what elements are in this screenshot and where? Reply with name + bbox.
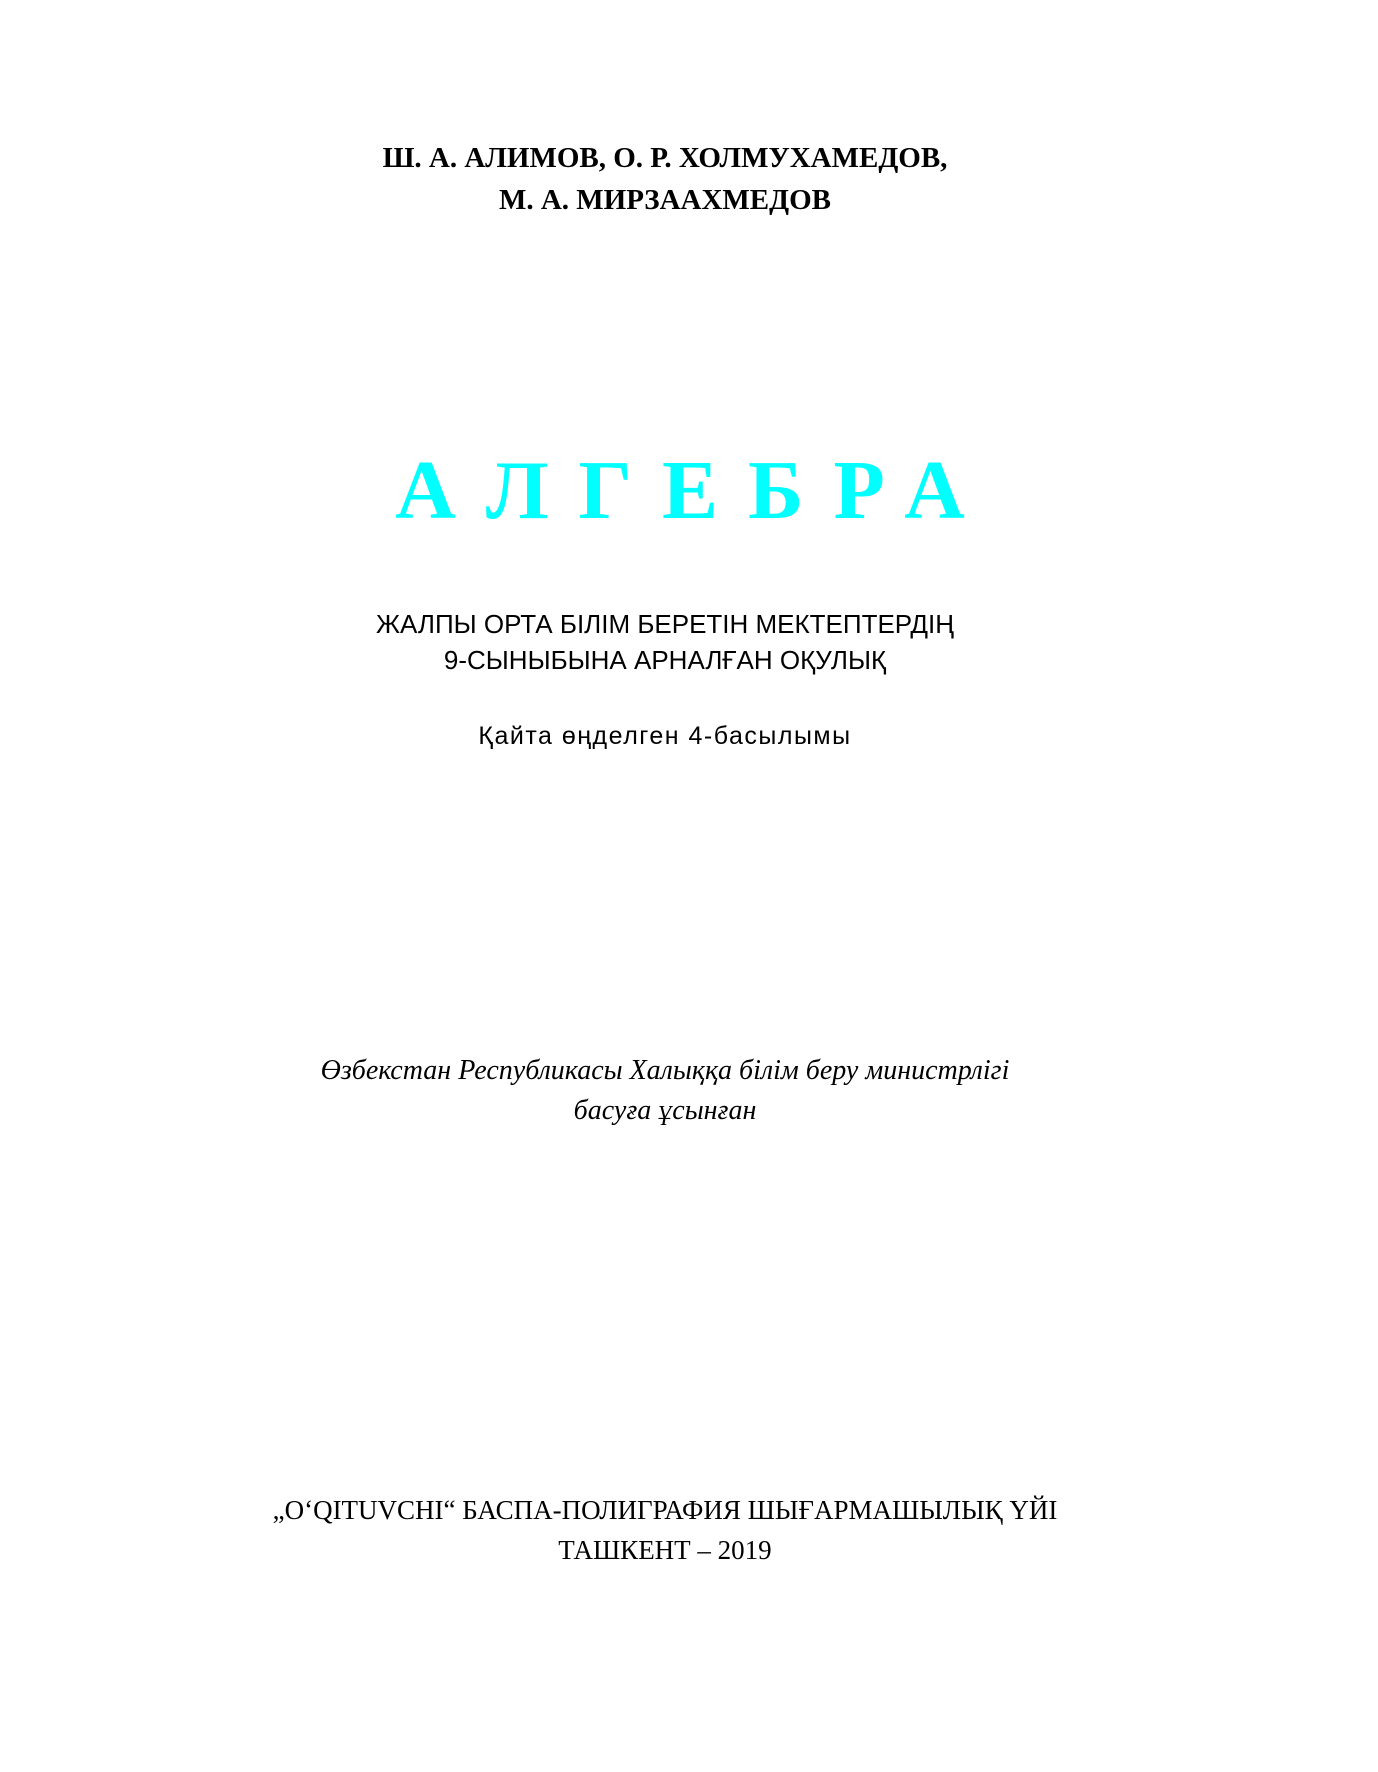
edition-note: [0, 719, 1330, 753]
publisher-block: [0, 1490, 1330, 1570]
subtitle-line-2: 9-СЫНЫБЫНА АРНАЛҒАН ОҚУЛЫҚ: [443, 645, 887, 675]
book-title: [0, 441, 1360, 541]
authors-line-2: М. А. МИРЗААХМЕДОВ: [498, 184, 831, 216]
approval-line-2: басуға ұсынған: [573, 1095, 757, 1126]
edition-text: Қайта өңделген 4-басылымы: [478, 722, 852, 750]
subtitle-block: [0, 606, 1330, 678]
publisher-line-2: ТАШКЕНТ – 2019: [558, 1535, 772, 1565]
approval-note: [0, 1051, 1330, 1131]
subtitle-line-1: ЖАЛПЫ ОРТА БІЛІМ БЕРЕТІН МЕКТЕПТЕРДІҢ: [375, 609, 955, 639]
book-title-text: АЛГЕБРА: [395, 444, 995, 537]
publisher-line-1: „O‘QITUVCHI“ БАСПА-ПОЛИГРАФИЯ ШЫҒАРМАШЫЛЫҚ ҮЙІ: [272, 1495, 1058, 1525]
authors-line-1: Ш. А. АЛИМОВ, О. Р. ХОЛМУХАМЕДОВ,: [382, 142, 948, 174]
approval-line-1: Өзбекстан Республикасы Халыққа білім беру министрлігі: [320, 1055, 1010, 1086]
authors-block: [0, 137, 1330, 221]
